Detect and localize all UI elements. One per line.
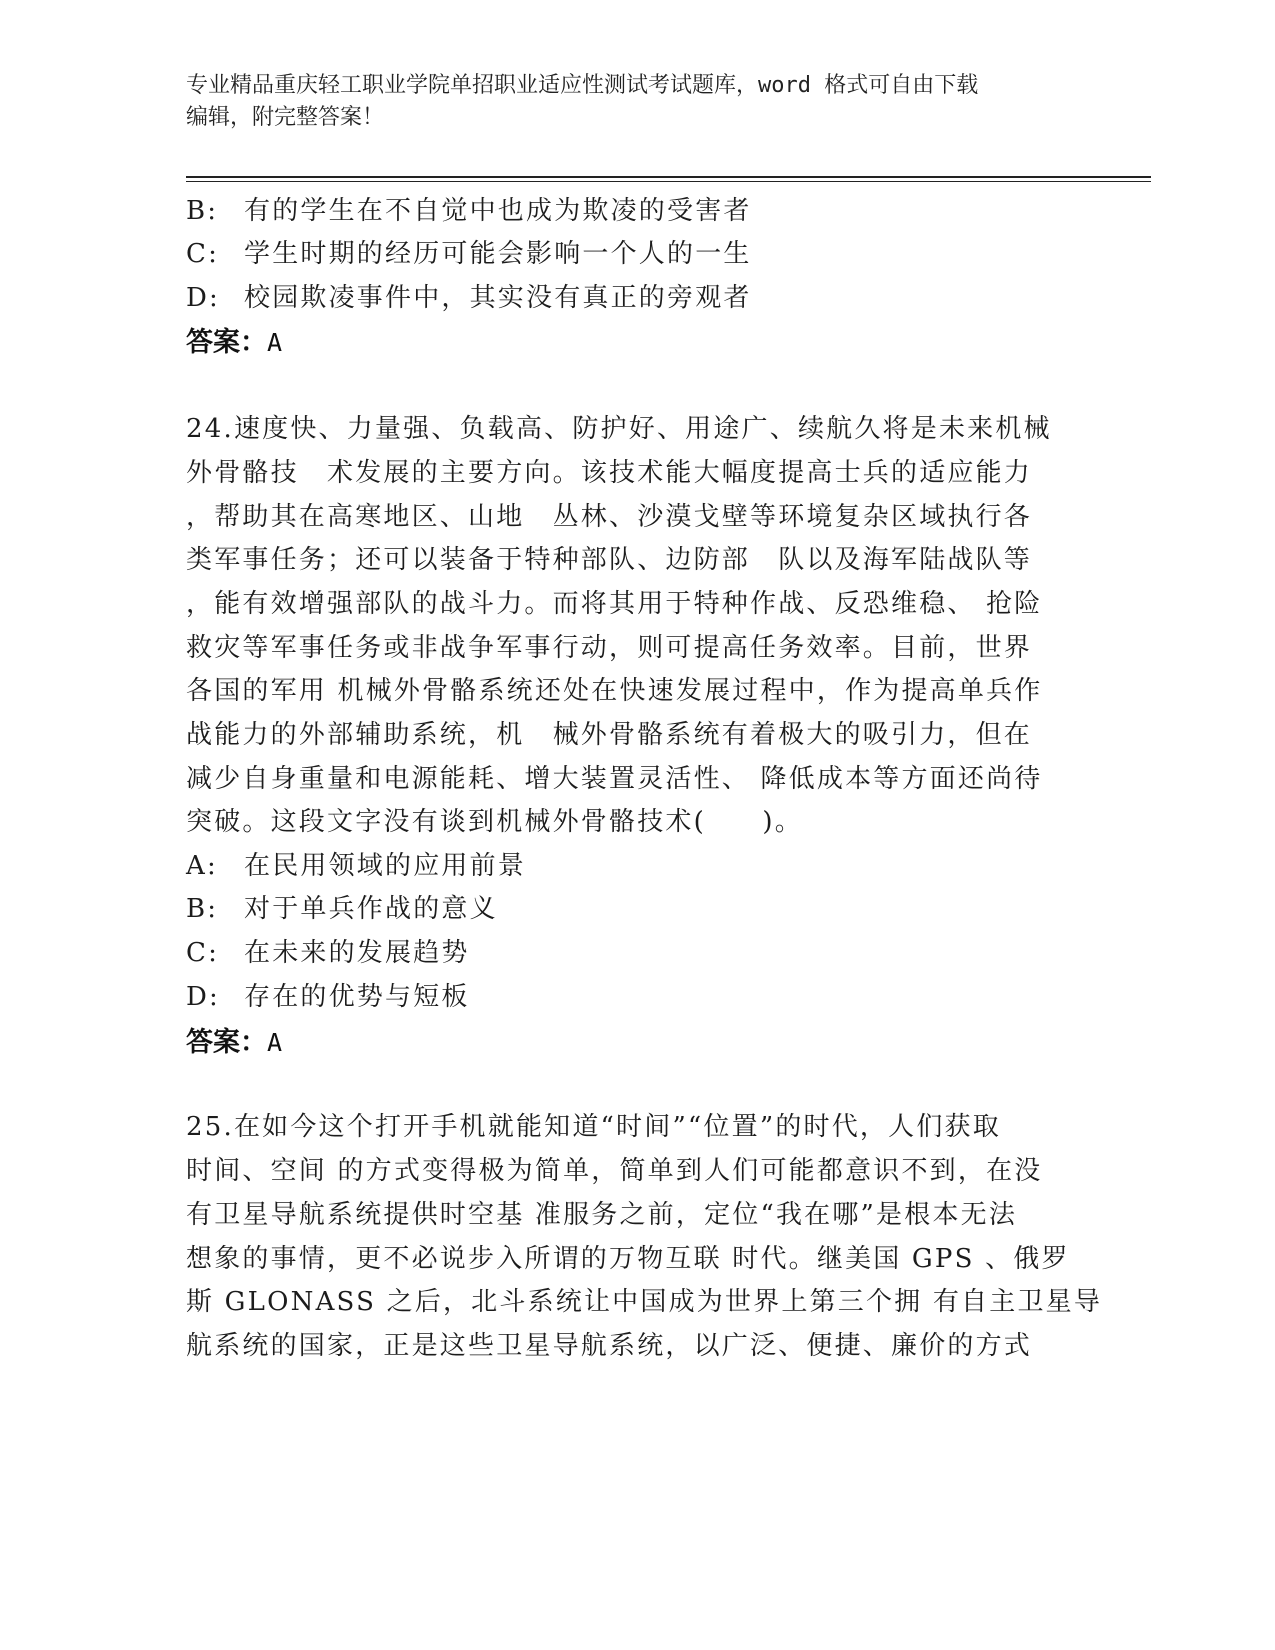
option-letter: C: [186, 938, 220, 968]
option-text: 有的学生在不自觉中也成为欺凌的受害者 [244, 196, 752, 226]
option-text: 校园欺凌事件中，其实没有真正的旁观者 [244, 283, 752, 313]
q24-option-a [186, 845, 526, 882]
q23-option-d [186, 277, 752, 314]
q25-line-2: 时间、空间 的方式变得极为简单，简单到人们可能都意识不到，在没 [186, 1156, 1043, 1186]
q24-option-c [186, 932, 470, 969]
q24-line-7: 各国的军用 机械外骨骼系统还处在快速发展过程中，作为提高单兵作 [186, 676, 1043, 706]
answer-label: 答案： [186, 327, 267, 358]
q24-line-2: 外骨骼技 术发展的主要方向。该技术能大幅度提高士兵的适应能力 [186, 458, 1033, 488]
page-header [186, 70, 1066, 134]
q24-line-6: 救灾等军事任务或非战争军事行动，则可提高任务效率。目前，世界 [186, 633, 1033, 663]
header-divider-thin [186, 181, 1151, 182]
q23-option-b [186, 190, 752, 227]
q25-line-6: 航系统的国家，正是这些卫星导航系统，以广泛、便捷、廉价的方式 [186, 1331, 1033, 1361]
header-line-1: 专业精品重庆轻工职业学院单招职业适应性测试考试题库，word 格式可自由下载 [186, 73, 979, 98]
q24-option-d [186, 976, 470, 1013]
q24-line-5: ，能有效增强部队的战斗力。而将其用于特种作战、反恐维稳、 抢险 [186, 589, 1043, 619]
header-divider-thick [186, 176, 1151, 178]
q24-option-b [186, 888, 498, 925]
q24-line-1: 24.速度快、力量强、负载高、防护好、用途广、续航久将是未来机械 [186, 414, 1052, 444]
q25-line-1: 25.在如今这个打开手机就能知道“时间”“位置”的时代，人们获取 [186, 1112, 1001, 1142]
q24-line-3: ，帮助其在高寒地区、山地 丛林、沙漠戈壁等环境复杂区域执行各 [186, 502, 1033, 532]
answer-value: A [267, 1028, 283, 1057]
q25-line-3: 有卫星导航系统提供时空基 准服务之前，定位“我在哪”是根本无法 [186, 1200, 1018, 1230]
q24-line-9: 减少自身重量和电源能耗、增大装置灵活性、 降低成本等方面还尚待 [186, 764, 1043, 794]
option-text: 存在的优势与短板 [244, 982, 470, 1012]
option-letter: B: [186, 196, 219, 226]
q24-line-4: 类军事任务；还可以装备于特种部队、边防部 队以及海军陆战队等 [186, 545, 1033, 575]
option-letter: D: [186, 283, 221, 313]
q24-line-8: 战能力的外部辅助系统，机 械外骨骼系统有着极大的吸引力，但在 [186, 720, 1033, 750]
option-letter: A: [186, 851, 218, 881]
q25-line-5: 斯 GLONASS 之后，北斗系统让中国成为世界上第三个拥 有自主卫星导 [186, 1287, 1103, 1317]
q24-line-10: 突破。这段文字没有谈到机械外骨骼技术( )。 [186, 807, 803, 837]
answer-value: A [267, 328, 283, 357]
q24-answer [186, 1020, 282, 1059]
option-letter: D: [186, 982, 221, 1012]
q23-answer [186, 320, 282, 359]
option-text: 在民用领域的应用前景 [244, 851, 527, 881]
option-text: 对于单兵作战的意义 [244, 894, 498, 924]
option-letter: B: [186, 894, 219, 924]
option-text: 在未来的发展趋势 [244, 938, 470, 968]
option-letter: C: [186, 239, 220, 269]
option-text: 学生时期的经历可能会影响一个人的一生 [244, 239, 752, 269]
q25-line-4: 想象的事情，更不必说步入所谓的万物互联 时代。继美国 GPS 、俄罗 [186, 1244, 1070, 1274]
q23-option-c [186, 233, 752, 270]
answer-label: 答案： [186, 1027, 267, 1058]
header-line-2: 编辑，附完整答案！ [186, 105, 385, 130]
